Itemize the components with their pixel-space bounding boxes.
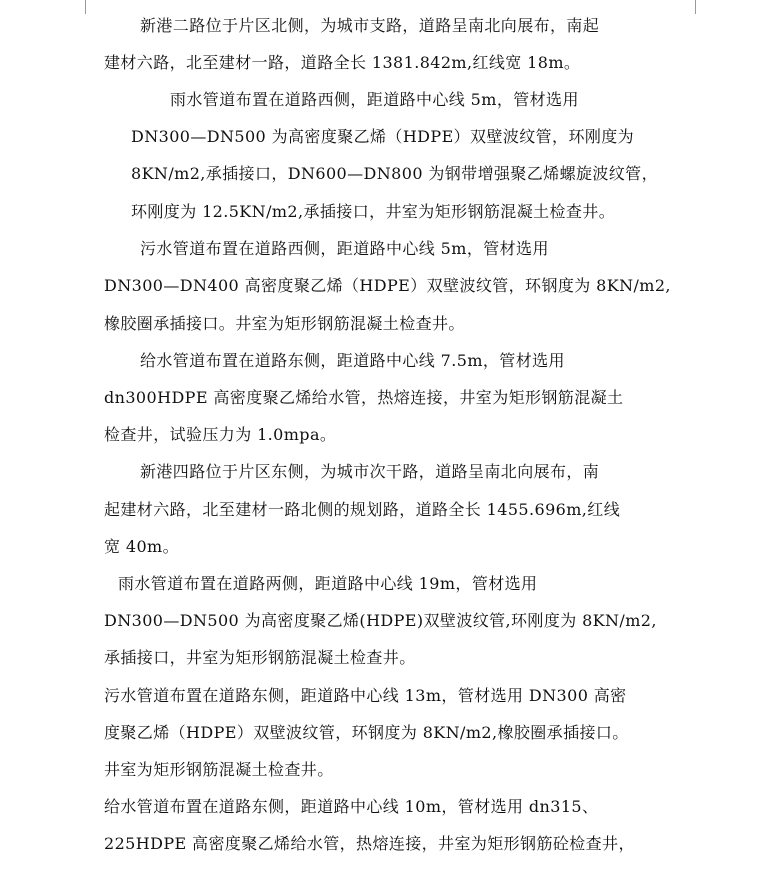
left-margin-mark xyxy=(85,0,86,14)
paragraph-line: 承插接口，井室为矩形钢筋混凝土检查井。 xyxy=(104,648,416,667)
paragraph-line: 雨水管道布置在道路两侧，距道路中心线 19m，管材选用 xyxy=(118,574,538,593)
paragraph-line: 环刚度为 12.5KN/m2,承插接口，井室为矩形钢筋混凝土检查井。 xyxy=(131,202,616,221)
right-margin-mark xyxy=(695,0,696,14)
paragraph-line: 225HDPE 高密度聚乙烯给水管，热熔连接，井室为矩形钢筋砼检查井， xyxy=(104,834,635,853)
paragraph-line: DN300—DN400 高密度聚乙烯（HDPE）双壁波纹管，环钢度为 8KN/m2, xyxy=(104,276,671,295)
paragraph-line: 8KN/m2,承插接口，DN600—DN800 为钢带增强聚乙烯螺旋波纹管， xyxy=(131,164,658,183)
paragraph-line: 新港四路位于片区东侧，为城市次干路，道路呈南北向展布，南 xyxy=(140,462,600,481)
paragraph-line: 度聚乙烯（HDPE）双壁波纹管，环钢度为 8KN/m2,橡胶圈承插接口。 xyxy=(104,723,629,742)
paragraph-line: DN300—DN500 为高密度聚乙烯(HDPE)双壁波纹管,环刚度为 8KN/m2, xyxy=(104,611,657,630)
paragraph-line: 井室为矩形钢筋混凝土检查井。 xyxy=(104,760,334,779)
paragraph-line: 污水管道布置在道路西侧，距道路中心线 5m，管材选用 xyxy=(140,239,549,258)
paragraph-line: 给水管道布置在道路东侧，距道路中心线 10m，管材选用 dn315、 xyxy=(104,797,599,816)
paragraph-line: 给水管道布置在道路东侧，距道路中心线 7.5m，管材选用 xyxy=(140,351,565,370)
paragraph-line: DN300—DN500 为高密度聚乙烯（HDPE）双壁波纹管，环刚度为 xyxy=(131,127,635,146)
paragraph-line: 污水管道布置在道路东侧，距道路中心线 13m，管材选用 DN300 高密 xyxy=(104,686,627,705)
paragraph-line: 雨水管道布置在道路西侧，距道路中心线 5m，管材选用 xyxy=(170,90,579,109)
paragraph-line: 建材六路，北至建材一路，道路全长 1381.842m,红线宽 18m。 xyxy=(104,53,581,72)
paragraph-line: 橡胶圈承插接口。井室为矩形钢筋混凝土检查井。 xyxy=(104,314,465,333)
paragraph-line: 新港二路位于片区北侧，为城市支路，道路呈南北向展布，南起 xyxy=(140,16,600,35)
paragraph-line: 起建材六路，北至建材一路北侧的规划路，道路全长 1455.696m,红线 xyxy=(104,500,621,519)
paragraph-line: 宽 40m。 xyxy=(104,537,180,556)
paragraph-line: 检查井，试验压力为 1.0mpa。 xyxy=(104,425,337,444)
paragraph-line: dn300HDPE 高密度聚乙烯给水管，热熔连接，井室为矩形钢筋混凝土 xyxy=(104,388,624,407)
